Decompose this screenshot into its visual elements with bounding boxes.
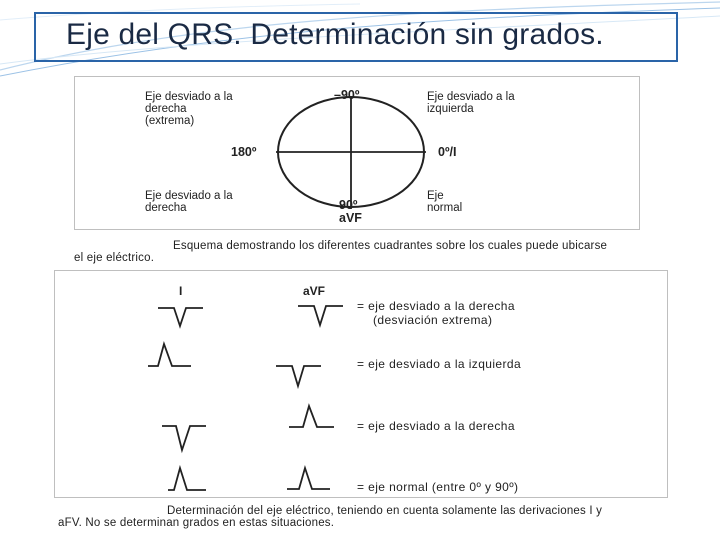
- row4-text: = eje normal (entre 0º y 90º): [357, 480, 519, 494]
- quadrant-text: derecha: [145, 202, 187, 214]
- qrs-negative-icon: [156, 298, 206, 328]
- qrs-positive-icon: [146, 340, 196, 370]
- qrs-positive-icon: [287, 402, 337, 432]
- figure1-caption-line2: el eje eléctrico.: [74, 252, 155, 264]
- quadrant-text: Eje desviado a la: [427, 91, 515, 103]
- quadrant-text: Eje: [427, 190, 444, 202]
- quadrant-text: (extrema): [145, 115, 195, 127]
- axis-label-avf: aVF: [339, 211, 362, 225]
- quadrant-text: Eje desviado a la: [145, 91, 233, 103]
- quadrant-text: izquierda: [427, 103, 474, 115]
- quadrant-top-right: [427, 91, 515, 115]
- qrs-positive-icon: [285, 464, 335, 494]
- row1-text: [357, 299, 515, 327]
- axis-label-left: 180º: [231, 145, 257, 159]
- qrs-negative-icon: [274, 360, 324, 390]
- row3-text: = eje desviado a la derecha: [357, 419, 515, 433]
- axis-label-top: –90º: [334, 88, 360, 102]
- quadrant-text: normal: [427, 202, 463, 214]
- axis-label-bottom: 90º: [339, 198, 358, 212]
- figure1-caption-line1: Esquema demostrando los diferentes cuadrantes sobre los cuales puede ubicarse: [173, 240, 608, 252]
- axis-label-right: 0º/I: [438, 145, 457, 159]
- row-interpretation-note: (desviación extrema): [373, 313, 493, 327]
- row-interpretation: = eje desviado a la derecha: [357, 299, 515, 313]
- quadrant-bottom-left: [145, 190, 233, 214]
- quadrant-top-left: [145, 91, 233, 127]
- figure2-caption-line1: Determinación del eje eléctrico, teniendo en cuenta solamente las derivaciones I y: [167, 505, 603, 517]
- qrs-positive-icon: [166, 464, 216, 494]
- quadrant-bottom-right: [427, 190, 462, 214]
- axis-circle-diagram: [276, 97, 426, 211]
- quadrant-text: derecha: [145, 103, 187, 115]
- qrs-negative-icon: [160, 420, 210, 452]
- column-header-lead-avf: aVF: [303, 284, 326, 298]
- figure2-caption-line2: aFV. No se determinan grados en estas situaciones.: [58, 517, 335, 529]
- row2-text: = eje desviado a la izquierda: [357, 357, 522, 371]
- quadrant-text: Eje desviado a la: [145, 190, 233, 202]
- qrs-negative-icon: [296, 298, 346, 328]
- column-header-lead-i: I: [179, 284, 183, 298]
- page-title: Eje del QRS. Determinación sin grados.: [66, 18, 604, 51]
